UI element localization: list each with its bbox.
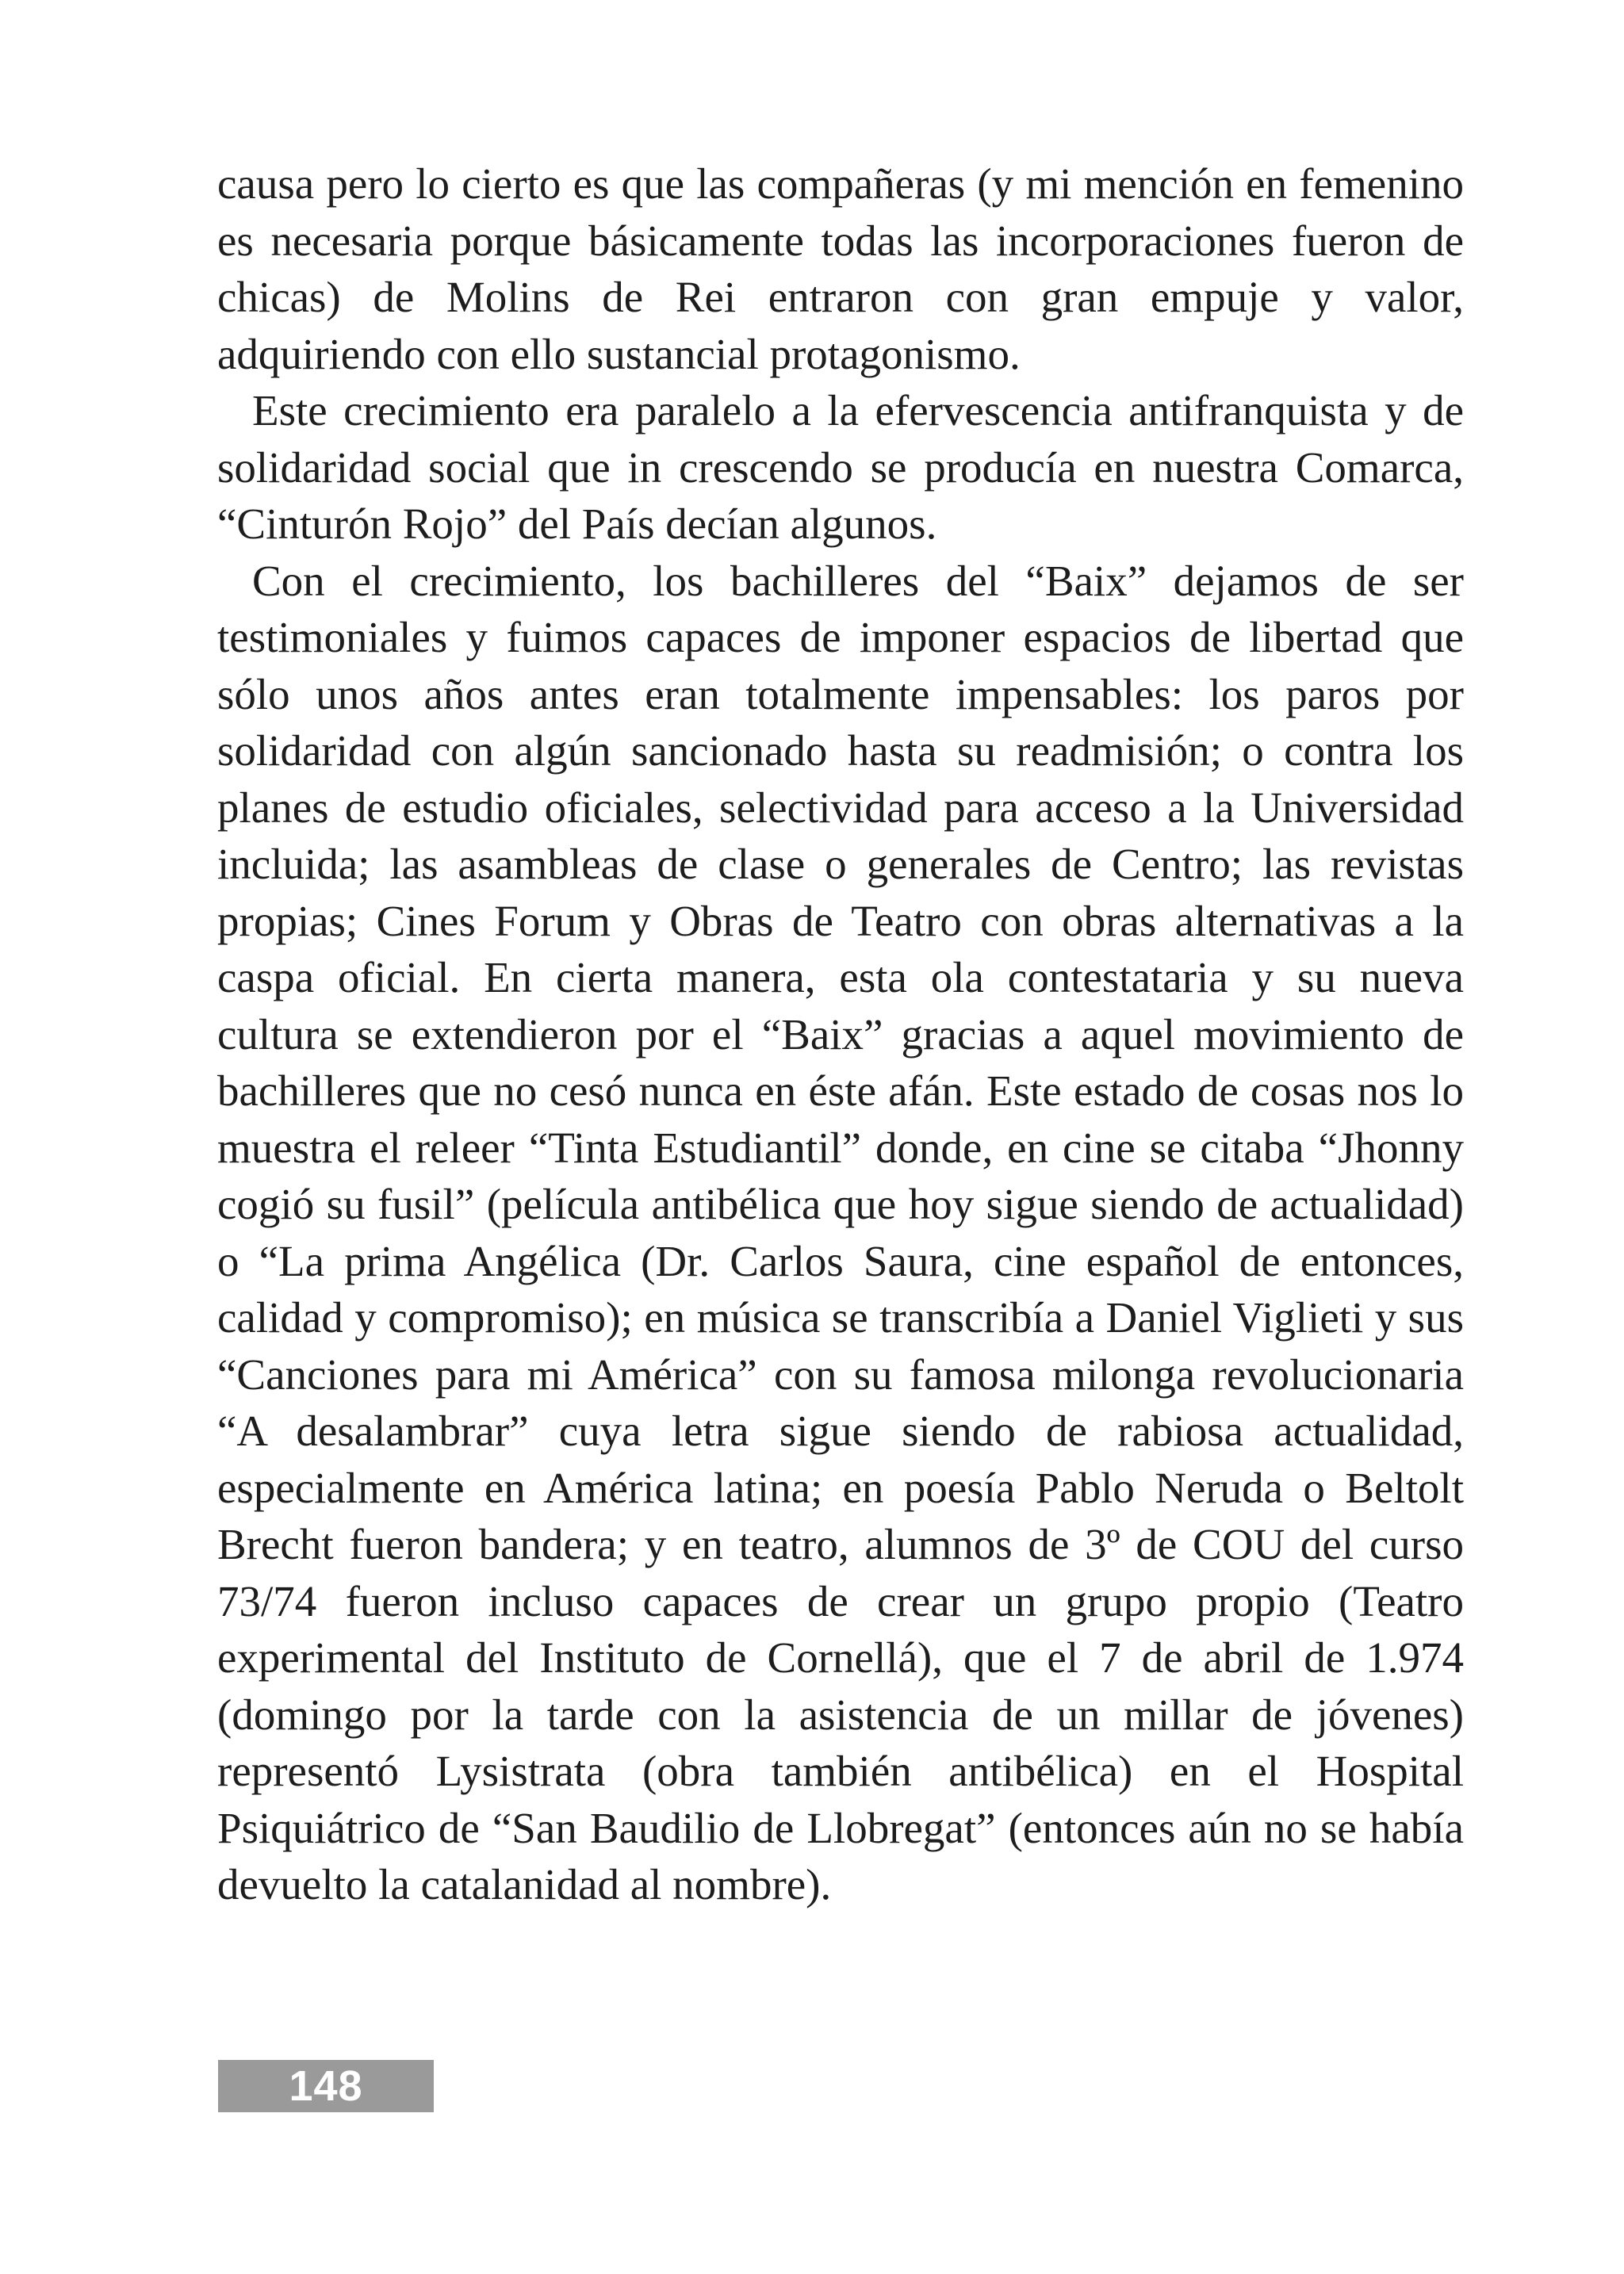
paragraph-efervescencia: Este crecimiento era paralelo a la efervescencia antifranquista y de solidaridad social que in crescendo se producía en nuestra Comarca, “Cinturón Rojo” del País decían algunos. <box>217 386 1464 548</box>
page-number: 148 <box>218 2060 434 2112</box>
body-text <box>217 155 1464 1913</box>
paragraph-crecimiento: Con el crecimiento, los bachilleres del “Baix” dejamos de ser testimoniales y fuimos capaces de imponer espacios de libertad que sólo unos años antes eran totalmente impensables: los paros por solidaridad con algún sancionado hasta su readmisión; o contra los planes de estudio oficiales, selectividad para acceso a la Universidad incluida; las asambleas de clase o generales de Centro; las revistas propias; Cines Forum y Obras de Teatro con obras alternativas a la caspa oficial. En cierta manera, esta ola contestataria y su nueva cultura se extendieron por el “Baix” gracias a aquel movimiento de bachilleres que no cesó nunca en éste afán. Este estado de cosas nos lo muestra el releer “Tinta Estudiantil” donde, en cine se citaba “Jhonny cogió su fusil” (película antibélica que hoy sigue siendo de actualidad) o “La prima Angélica (Dr. Carlos Saura, cine español de entonces, calidad y compromiso); en música se transcribía a Daniel Viglieti y sus “Canciones para mi América” con su famosa milonga revolucionaria “A desalambrar” cuya letra sigue siendo de rabiosa actualidad, especialmente en América latina; en poesía Pablo Neruda o Beltolt Brecht fueron bandera; y en teatro, alumnos de 3º de COU del curso 73/74 fueron incluso capaces de crear un grupo propio (Teatro experimental del Instituto de Cornellá), que el 7 de abril de 1.974 (domingo por la tarde con la asistencia de un millar de jóvenes) representó Lysistrata (obra también antibélica) en el Hospital Psiquiátrico de “San Baudilio de Llobregat” (entonces aún no se había devuelto la catalanidad al nombre). <box>217 556 1464 1908</box>
paragraph-continuation: causa pero lo cierto es que las compañeras (y mi mención en femenino es necesaria porque básicamente todas las incorporaciones fueron de chicas) de Molins de Rei entraron con gran empuje y valor, adquiriendo con ello sustancial protagonismo. <box>217 159 1464 378</box>
